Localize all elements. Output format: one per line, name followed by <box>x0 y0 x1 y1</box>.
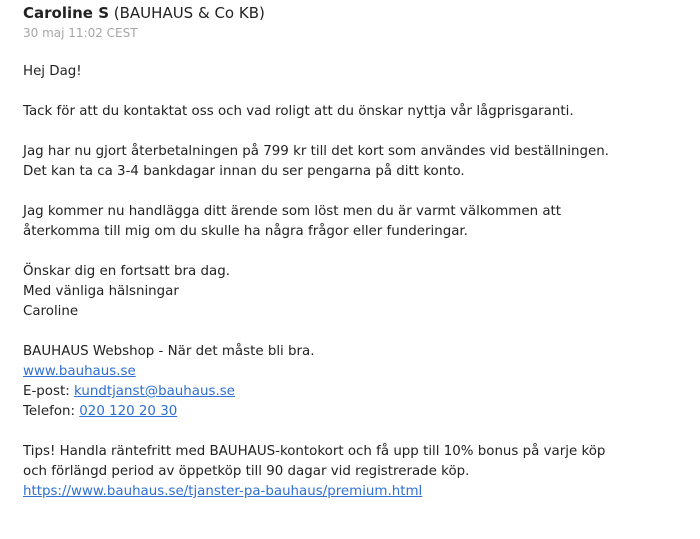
greeting: Hej Dag! <box>23 64 82 79</box>
tips-link-row <box>23 482 677 502</box>
sender-name[interactable]: Caroline S <box>23 4 109 22</box>
refund-line-1: Jag har nu gjort återbetalningen på 799 kr till det kort som användes vid beställningen. <box>23 144 609 159</box>
email-body <box>23 62 677 502</box>
email-label: E-post: <box>23 384 70 399</box>
signature <box>23 342 677 422</box>
signature-phone-row <box>23 402 677 422</box>
tips <box>23 442 677 502</box>
closing-wish: Önskar dig en fortsatt bra dag. <box>23 264 230 279</box>
paragraph-case <box>23 202 677 242</box>
email-timestamp: 30 maj 11:02 CEST <box>23 26 138 40</box>
email-link[interactable]: kundtjanst@bauhaus.se <box>74 384 235 399</box>
signature-company: BAUHAUS Webshop - När det måste bli bra. <box>23 344 315 359</box>
case-line-2: återkomma till mig om du skulle ha några frågor eller funderingar. <box>23 224 468 239</box>
closing-regards: Med vänliga hälsningar <box>23 284 179 299</box>
paragraph-refund <box>23 142 677 182</box>
website-link[interactable]: www.bauhaus.se <box>23 364 136 379</box>
signature-website-row <box>23 362 677 382</box>
signature-email-row <box>23 382 677 402</box>
tips-line-1: Tips! Handla räntefritt med BAUHAUS-kontokort och få upp till 10% bonus på varje köp <box>23 444 606 459</box>
paragraph-thanks: Tack för att du kontaktat oss och vad roligt att du önskar nyttja vår lågprisgaranti. <box>23 104 574 119</box>
closing-name: Caroline <box>23 304 79 319</box>
sender-organization: (BAUHAUS & Co KB) <box>113 4 265 22</box>
case-line-1: Jag kommer nu handlägga ditt ärende som löst men du är varmt välkommen att <box>23 204 562 219</box>
phone-label: Telefon: <box>23 404 76 419</box>
closing <box>23 262 677 322</box>
email-sender <box>23 3 677 23</box>
premium-link[interactable]: https://www.bauhaus.se/tjanster-pa-bauhaus/premium.html <box>23 484 423 499</box>
refund-line-2: Det kan ta ca 3-4 bankdagar innan du ser pengarna på ditt konto. <box>23 164 465 179</box>
tips-line-2: och förlängd period av öppetköp till 90 dagar vid registrerade köp. <box>23 464 470 479</box>
phone-link[interactable]: 020 120 20 30 <box>79 404 178 419</box>
